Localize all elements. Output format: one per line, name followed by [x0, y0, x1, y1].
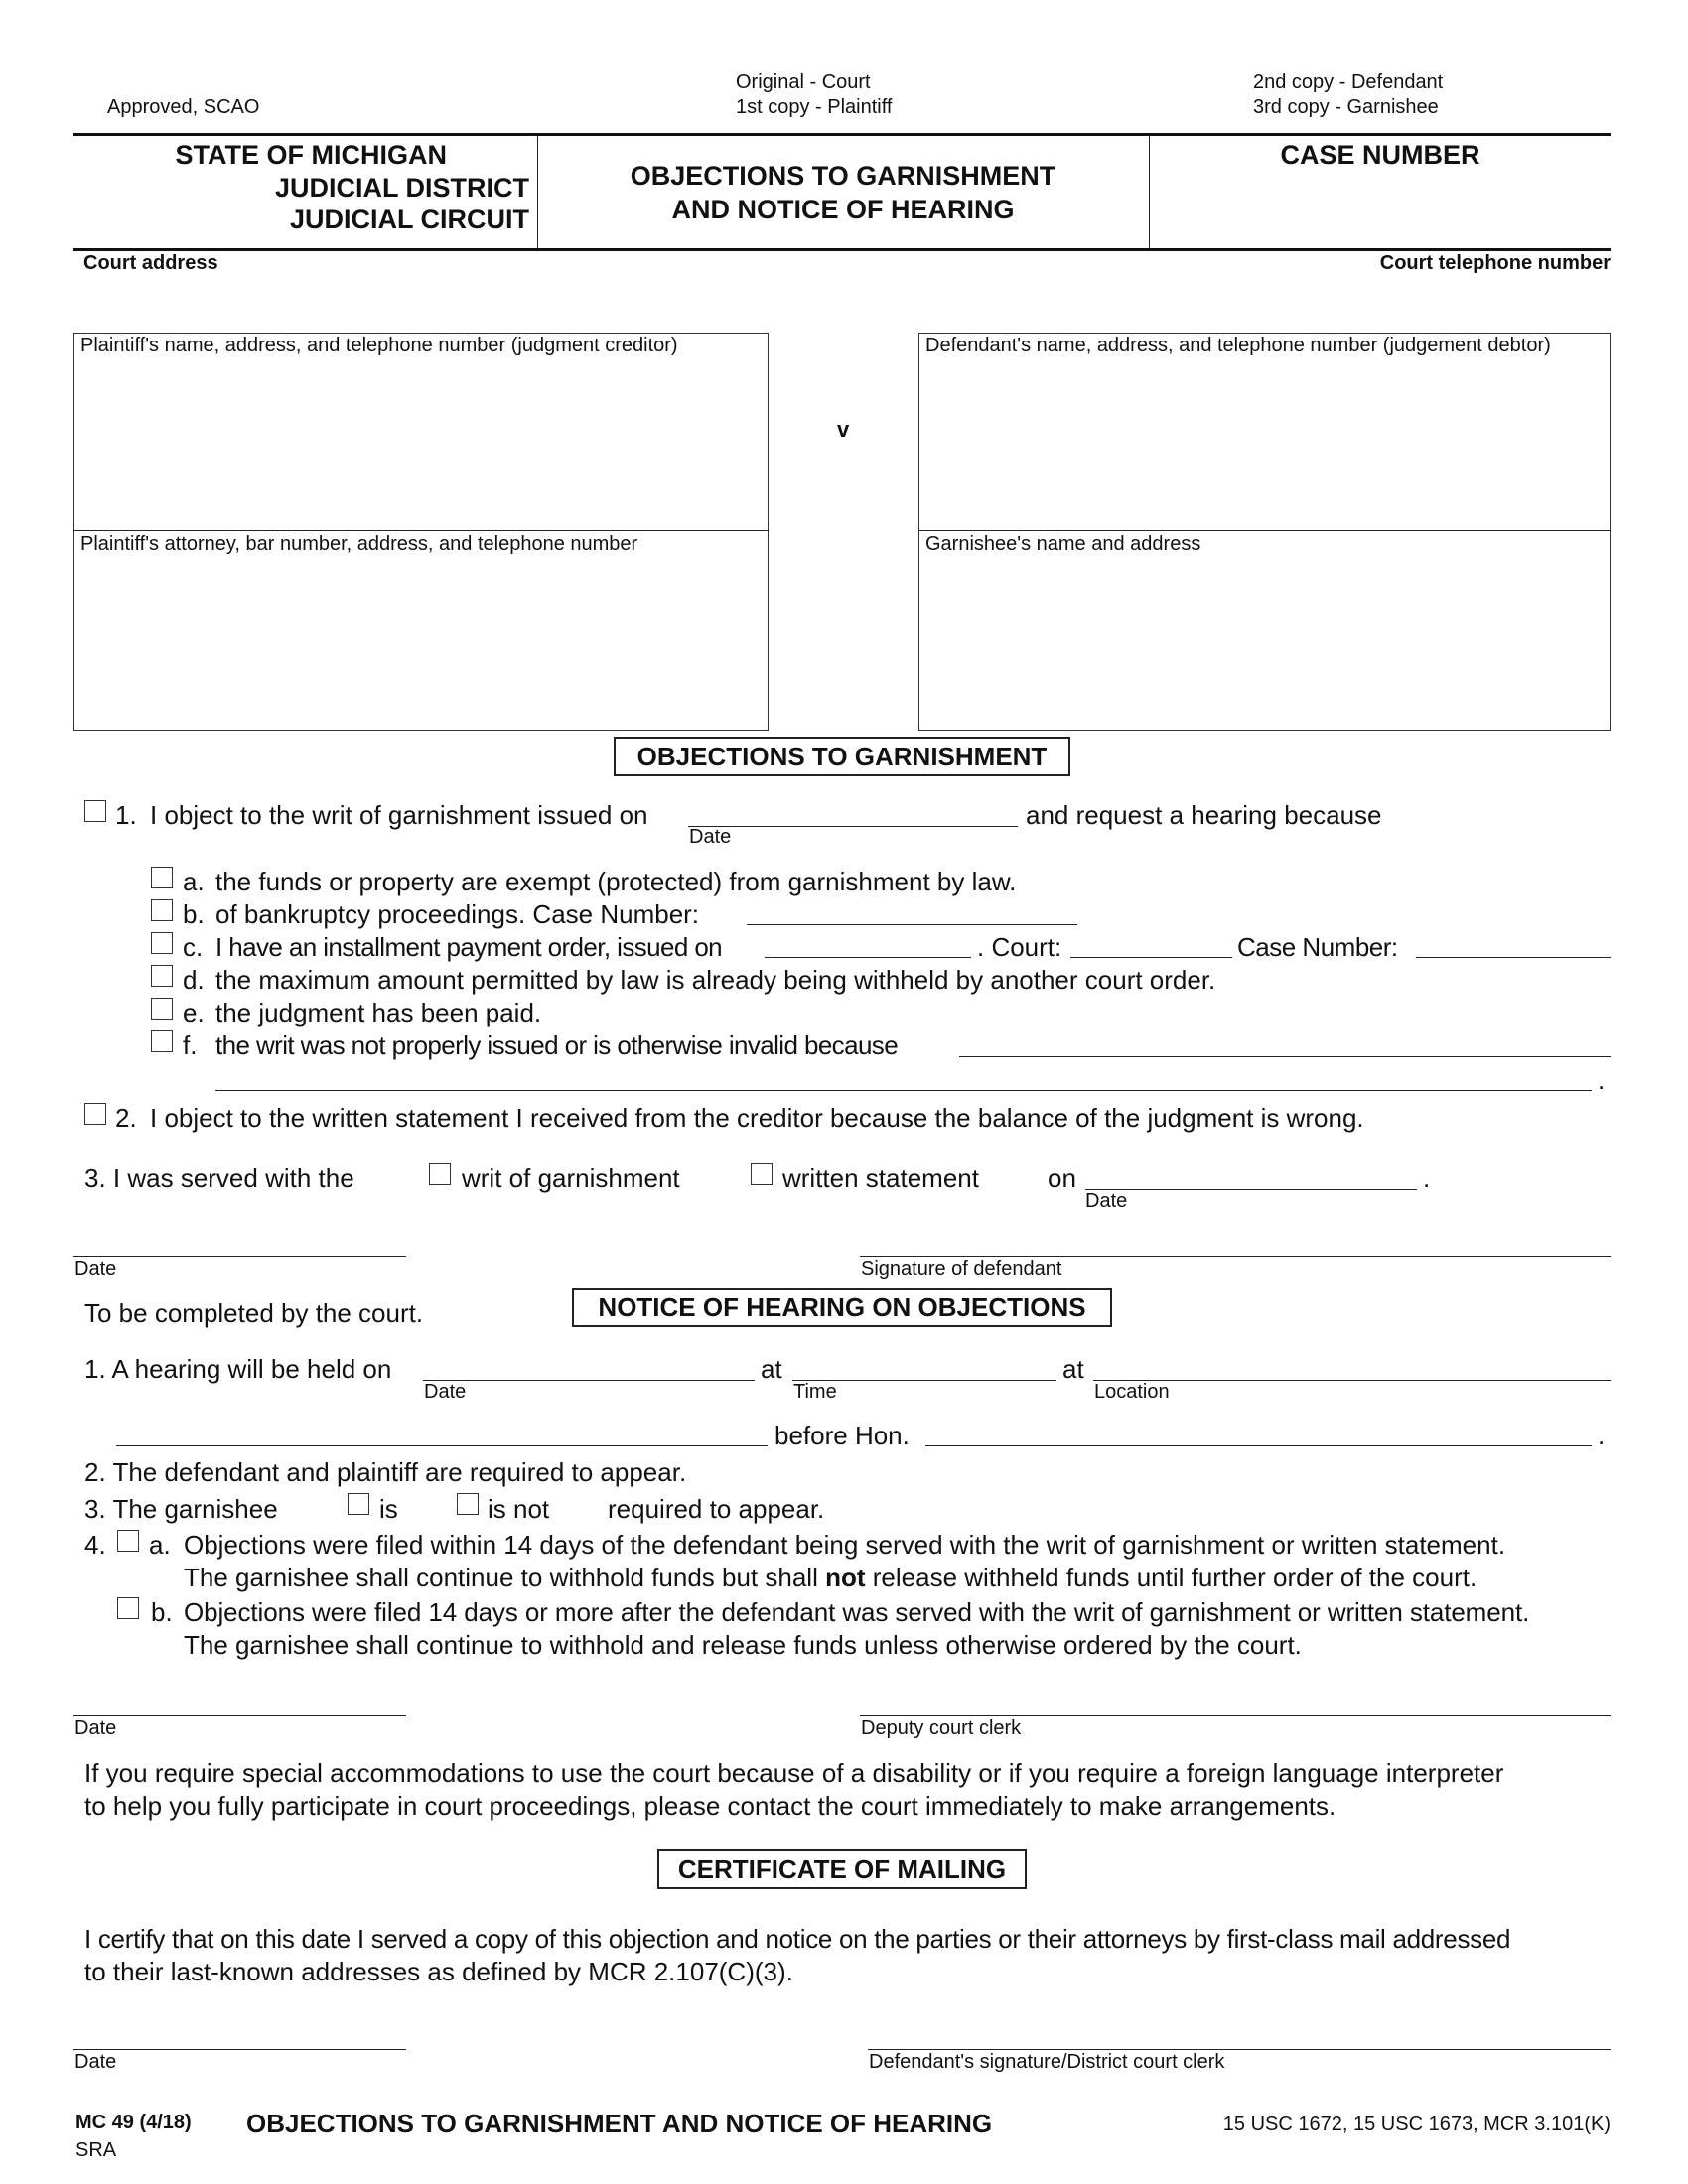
versus-label: v — [837, 417, 850, 442]
hearing-location-label: Location — [1094, 1381, 1170, 1403]
garnishee-is-label: is — [379, 1494, 398, 1524]
header-bottom-rule — [73, 248, 1611, 251]
hearing-4a-line2 — [184, 1563, 1477, 1593]
judge-period: . — [1598, 1421, 1606, 1450]
mailing-date-field[interactable] — [73, 2049, 406, 2050]
garnishee-label: Garnishee's name and address — [925, 533, 1201, 555]
certificate-line2: to their last-known addresses as defined by MCR 2.107(C)(3). — [84, 1957, 793, 1986]
mailing-date-label: Date — [74, 2051, 117, 2073]
reason-d-letter: d. — [183, 965, 205, 995]
hearing-4a-letter: a. — [149, 1530, 171, 1560]
reason-f-letter: f. — [183, 1030, 198, 1060]
invalid-reason-field-line2[interactable] — [215, 1090, 1592, 1091]
reason-d-checkbox[interactable] — [151, 965, 173, 987]
reason-e-checkbox[interactable] — [151, 998, 173, 1020]
served-date-field[interactable] — [1085, 1189, 1417, 1190]
court-completion-note: To be completed by the court. — [84, 1298, 424, 1328]
hearing-4b-line1: Objections were filed 14 days or more after the defendant was served with the writ of garnishment or written statement. — [184, 1597, 1530, 1627]
hearing-date-label: Date — [424, 1381, 467, 1403]
served-date-label: Date — [1085, 1190, 1128, 1212]
hearing-date-field[interactable] — [423, 1380, 755, 1381]
hearing-item1-text: 1. A hearing will be held on — [84, 1354, 392, 1384]
case-number-label: CASE NUMBER — [1280, 140, 1480, 170]
hearing-location-field-line2[interactable] — [116, 1445, 768, 1446]
footer-citations: 15 USC 1672, 15 USC 1673, MCR 3.101(K) — [1222, 2114, 1611, 2135]
objection-1-num: 1. — [115, 800, 137, 830]
form-title-line1: OBJECTIONS TO GARNISHMENT — [630, 161, 1056, 191]
accommodations-line2: to help you fully participate in court proceedings, please contact the court immediately to make arrangements. — [84, 1791, 1336, 1821]
plaintiff-box[interactable] — [73, 333, 769, 731]
objection-1-after: and request a hearing because — [1026, 800, 1382, 830]
installment-case-number-field[interactable] — [1416, 957, 1611, 958]
reason-c-court-label: . Court: — [977, 932, 1062, 962]
objections-heading: OBJECTIONS TO GARNISHMENT — [614, 737, 1070, 776]
header-divider-2 — [1149, 135, 1150, 248]
hearing-4a-line2-bold: not — [825, 1563, 866, 1592]
plaintiff-box-divider — [73, 530, 769, 531]
reason-b-text: of bankruptcy proceedings. Case Number: — [215, 899, 700, 929]
garnishee-required-label: required to appear. — [608, 1494, 825, 1524]
reason-c-checkbox[interactable] — [151, 932, 173, 954]
defendant-signature-label: Signature of defendant — [861, 1258, 1062, 1280]
objection-2-checkbox[interactable] — [84, 1103, 106, 1125]
writ-date-label: Date — [689, 826, 732, 848]
copy-3rd: 3rd copy - Garnishee — [1253, 96, 1439, 118]
reason-a-letter: a. — [183, 867, 205, 896]
district-label: JUDICIAL DISTRICT — [274, 173, 529, 203]
objection-3-text: 3. I was served with the — [84, 1163, 354, 1193]
hearing-location-field[interactable] — [1093, 1380, 1611, 1381]
reason-a-checkbox[interactable] — [151, 867, 173, 888]
reason-f-checkbox[interactable] — [151, 1030, 173, 1052]
copy-original: Original - Court — [736, 71, 871, 93]
hearing-item3-text: 3. The garnishee — [84, 1494, 278, 1524]
state-label: STATE OF MICHIGAN — [175, 140, 447, 170]
clerk-signature-label: Deputy court clerk — [861, 1717, 1022, 1739]
invalid-reason-field-line1[interactable] — [959, 1056, 1611, 1057]
defendant-date-field[interactable] — [73, 1256, 406, 1257]
objection-2-text: I object to the written statement I received from the creditor because the balance of the judgment is wrong. — [150, 1103, 1364, 1133]
hearing-4a-line2-post: release withheld funds until further order of the court. — [872, 1563, 1477, 1592]
header-divider-1 — [537, 135, 538, 248]
footer-form-title: OBJECTIONS TO GARNISHMENT AND NOTICE OF HEARING — [246, 2109, 993, 2138]
reason-d-text: the maximum amount permitted by law is already being withheld by another court order. — [215, 965, 1216, 995]
before-hon-label: before Hon. — [774, 1421, 910, 1450]
reason-c-letter: c. — [183, 932, 204, 962]
hearing-at-2: at — [1062, 1354, 1084, 1384]
plaintiff-label: Plaintiff's name, address, and telephone number (judgment creditor) — [80, 335, 678, 356]
garnishee-is-not-label: is not — [488, 1494, 550, 1524]
hearing-4b-line2: The garnishee shall continue to withhold and release funds unless otherwise ordered by the court. — [184, 1630, 1302, 1660]
circuit-label: JUDICIAL CIRCUIT — [289, 205, 529, 234]
served-statement-checkbox[interactable] — [751, 1163, 773, 1185]
clerk-date-label: Date — [74, 1717, 117, 1739]
court-address-label: Court address — [83, 252, 218, 274]
copy-2nd: 2nd copy - Defendant — [1253, 71, 1444, 93]
reason-f-text: the writ was not properly issued or is otherwise invalid because — [215, 1030, 899, 1060]
reason-a-text: the funds or property are exempt (protected) from garnishment by law. — [215, 867, 1017, 896]
judge-name-field[interactable] — [925, 1445, 1592, 1446]
clerk-signature-field[interactable] — [860, 1715, 1611, 1716]
mailing-signature-field[interactable] — [868, 2049, 1611, 2050]
form-title-line2: AND NOTICE OF HEARING — [671, 195, 1015, 224]
served-writ-checkbox[interactable] — [429, 1163, 451, 1185]
hearing-4b-checkbox[interactable] — [117, 1597, 139, 1619]
installment-court-field[interactable] — [1070, 957, 1232, 958]
clerk-date-field[interactable] — [73, 1715, 406, 1716]
garnishee-is-checkbox[interactable] — [348, 1493, 369, 1515]
objection-1-text: I object to the writ of garnishment issued on — [150, 800, 648, 830]
reason-e-letter: e. — [183, 998, 205, 1027]
defendant-date-label: Date — [74, 1258, 117, 1280]
mailing-signature-label: Defendant's signature/District court clerk — [869, 2051, 1225, 2073]
objection-2-num: 2. — [115, 1103, 137, 1133]
served-statement-label: written statement — [782, 1163, 979, 1193]
reason-f-period: . — [1598, 1065, 1606, 1095]
garnishee-is-not-checkbox[interactable] — [457, 1493, 479, 1515]
reason-e-text: the judgment has been paid. — [215, 998, 542, 1027]
hearing-4b-letter: b. — [151, 1597, 173, 1627]
defendant-signature-field[interactable] — [860, 1256, 1611, 1257]
court-phone-label: Court telephone number — [1379, 252, 1611, 274]
certificate-line1: I certify that on this date I served a copy of this objection and notice on the parties or their attorneys by first-class mail addressed — [84, 1924, 1511, 1954]
reason-c-text: I have an installment payment order, issued on — [215, 932, 723, 962]
case-number-field[interactable] — [1167, 179, 1594, 238]
reason-c-case-label: Case Number: — [1237, 932, 1398, 962]
defendant-label: Defendant's name, address, and telephone number (judgement debtor) — [925, 335, 1551, 356]
hearing-4a-line2-pre: The garnishee shall continue to withhold funds but shall — [184, 1563, 818, 1592]
reason-b-checkbox[interactable] — [151, 899, 173, 921]
served-on-label: on — [1048, 1163, 1076, 1193]
hearing-at-1: at — [761, 1354, 782, 1384]
objection-1-checkbox[interactable] — [84, 800, 106, 822]
hearing-time-label: Time — [793, 1381, 837, 1403]
approved-label: Approved, SCAO — [107, 96, 260, 118]
defendant-box[interactable] — [918, 333, 1611, 731]
reason-b-letter: b. — [183, 899, 205, 929]
writ-issued-date-field[interactable] — [688, 826, 1018, 827]
certificate-heading: CERTIFICATE OF MAILING — [657, 1849, 1027, 1889]
hearing-item2-text: 2. The defendant and plaintiff are required to appear. — [84, 1457, 687, 1487]
plaintiff-attorney-label: Plaintiff's attorney, bar number, address, and telephone number — [80, 533, 638, 555]
bankruptcy-case-number-field[interactable] — [747, 924, 1077, 925]
notice-heading: NOTICE OF HEARING ON OBJECTIONS — [572, 1288, 1112, 1327]
served-writ-label: writ of garnishment — [462, 1163, 680, 1193]
served-period: . — [1423, 1163, 1431, 1193]
hearing-4a-line1: Objections were filed within 14 days of the defendant being served with the writ of garnishment or written statement. — [184, 1530, 1506, 1560]
accommodations-line1: If you require special accommodations to use the court because of a disability or if you require a foreign language interpreter — [84, 1758, 1504, 1788]
copy-1st: 1st copy - Plaintiff — [736, 96, 893, 118]
hearing-4a-checkbox[interactable] — [117, 1530, 139, 1552]
installment-order-date-field[interactable] — [765, 957, 971, 958]
header-top-rule — [73, 133, 1611, 136]
hearing-item4-num: 4. — [84, 1530, 106, 1560]
footer-sra: SRA — [75, 2139, 117, 2161]
defendant-box-divider — [918, 530, 1611, 531]
footer-form-id: MC 49 (4/18) — [75, 2112, 192, 2133]
